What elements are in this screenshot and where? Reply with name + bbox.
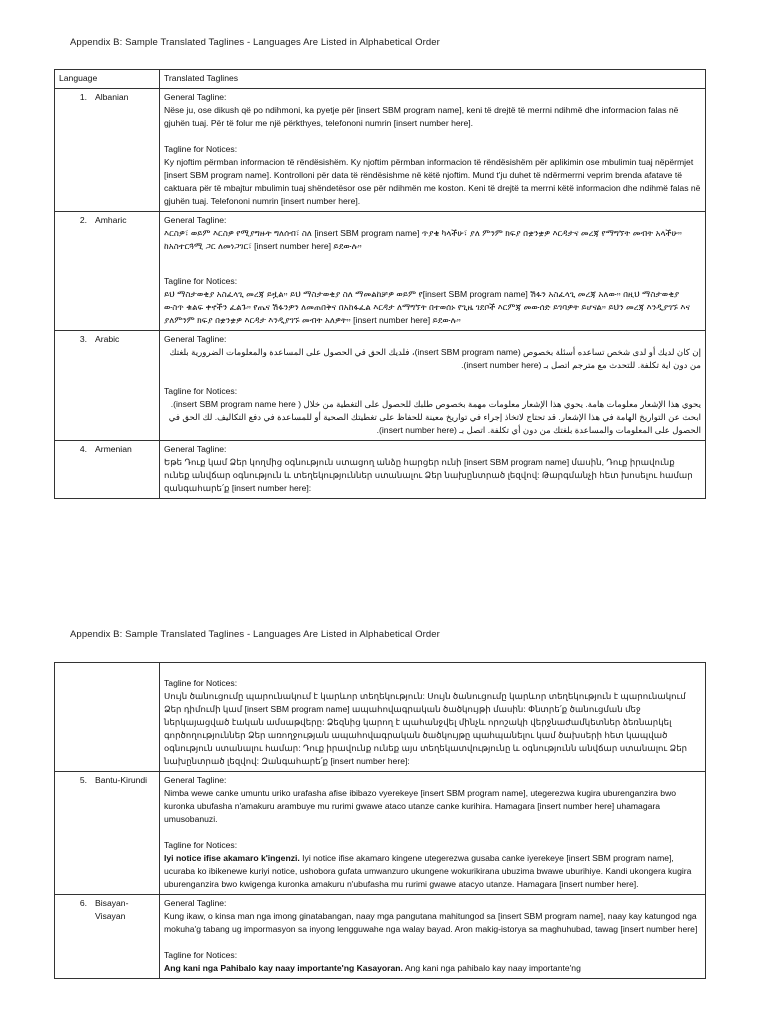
page-heading: Appendix B: Sample Translated Taglines - Languages Are Listed in Alphabetical Order <box>70 37 440 48</box>
table-row <box>55 441 706 499</box>
notices-tagline-text <box>164 962 701 975</box>
general-tagline-label: General Tagline: <box>164 444 227 454</box>
general-tagline-label: General Tagline: <box>164 898 227 908</box>
general-tagline-label: General Tagline: <box>164 775 227 785</box>
language-name: Amharic <box>95 215 127 225</box>
taglines-cell <box>160 212 706 331</box>
general-tagline-text: እርስዎ፣ ወይም እርስዎ የሚያግዙት ግለሰብ፣ ስለ [insert SBM program name] ጥያቄ ካላችሁ፣ ያለ ምንም ክፍያ በቋንቋዎ እርዳታና መረጃ የማግኘት መብት አላችሁ። ከአስተርጓሚ ጋር ለመነጋገር፣ [insert number here] ይደውሉ። <box>164 228 682 251</box>
language-cell <box>55 895 160 979</box>
taglines-cell <box>160 895 706 979</box>
taglines-table-continued <box>54 662 706 979</box>
table-row <box>55 772 706 895</box>
language-cell <box>55 212 160 331</box>
table-row <box>55 89 706 212</box>
row-number: 6. <box>79 898 87 908</box>
notices-tagline-label: Tagline for Notices: <box>164 276 238 286</box>
page-heading: Appendix B: Sample Translated Taglines - Languages Are Listed in Alphabetical Order <box>70 629 440 640</box>
taglines-table <box>54 69 706 499</box>
notices-tagline-label: Tagline for Notices: <box>164 840 238 850</box>
notices-tagline-text: ይህ ማስታወቂያ አስፈላጊ መረጃ ይዟል። ይህ ማስታወቂያ ስለ ማመልከቻዎ ወይም የ[insert SBM program name] ሽፋን አስፈላጊ መረጃ አለው። በዚህ ማስታወቂያ ውስጥ ቁልፍ ቀኖችን ፈልጉ። የጤና ሽፋንዎን ለመጠበቅና በአከፋፈል እርዳታ ለማግኘት በተወሰኑ የጊዜ ገደቦች እርምጃ መውሰድ ይገባዎት ይሆናል። ይህን መረጃ እንዲያገኙ እና ያለምንም ክፍያ በቋንቋዎ እርዳታ እንዲያገኙ መብት አለዎት። [insert number here] ይደውሉ። <box>164 289 691 325</box>
notices-tagline-text: يحوي هذا الإشعار معلومات هامة. يحوي هذا الإشعار معلومات مهمة بخصوص طلبك للحصول على التغطية من خلال ( insert SBM program name here). ابحث عن التواريخ الهامة في هذا الإشعار. قد تحتاج لاتخاذ إجراء في تواريخ معينة للحفاظ على تغطيتك الصحية أو للمساعدة في دفع التكاليف. لك الحق في الحصول على المعلومات والمساعدة بلغتك من دون أي تكلفة. اتصل بـ (insert number here). <box>168 399 701 435</box>
language-name: Arabic <box>95 334 120 344</box>
taglines-cell <box>160 89 706 212</box>
row-number: 2. <box>79 215 87 225</box>
row-number: 3. <box>79 334 87 344</box>
notices-tagline-label: Tagline for Notices: <box>164 144 238 154</box>
taglines-cell <box>160 441 706 499</box>
notices-body: Ang kani nga pahibalo kay naay importante'ng <box>402 963 581 973</box>
general-tagline-label: General Tagline: <box>164 92 227 102</box>
notices-body: Iyi notice ifise akamaro kingene utegerezwa gusaba canke iyerekeye [insert SBM program name], ucuraba ko ibikenewe kuriyi notice, ushobora gufata umwanzuro ukungene wokurikirana ubuzima bwawe uburihiye. Kandi ukongera kugira uburenganzira bwo kwigenga kuronka amakuru n'ubufasha mu rurimi gwawe atacyo utanze. Hamagara [insert number here]. <box>164 853 692 889</box>
general-tagline-text: Kung ikaw, o kinsa man nga imong ginatabangan, naay mga pangutana mahitungod sa [insert SBM program name], naay kay katungod nga mokuha'g tabang ug impormasyon sa inyong lengguwahe nga walay bayad. Aron makig-istorya sa maghuhubad, tawag [insert number here] <box>164 911 698 934</box>
row-number: 4. <box>79 444 87 454</box>
taglines-cell <box>160 331 706 441</box>
notices-tagline-label: Tagline for Notices: <box>164 950 238 960</box>
taglines-cell <box>160 663 706 772</box>
language-cell-empty <box>55 663 160 772</box>
table-row <box>55 663 706 772</box>
language-cell <box>55 441 160 499</box>
general-tagline-text: Nimba wewe canke umuntu uriko urafasha afise ibibazo vyerekeye [insert SBM program name], utegerezwa kugira uburenganzira bwo kuronka ubufasha n'amakuru arambuye mu rurimi gwawe ataco utanze canke kurihira. Hamagara [insert number here] uhamagara umusobanuzi. <box>164 788 677 824</box>
language-name: Bisayan-Visayan <box>95 898 129 921</box>
language-name: Armenian <box>95 444 132 454</box>
general-tagline-text: Եթե Դուք կամ Ձեր կողմից օգնություն ստացող անձը հարցեր ունի [insert SBM program name] մասին, Դուք իրավունք ունեք անվճար օգնություն և տեղեկություններ ստանալու Ձեր նախընտրած լեզվով: Թարգմանչի հետ խոսելու համար զանգահարե՛ք [insert number here]: <box>164 457 693 493</box>
general-tagline-label: General Tagline: <box>164 215 227 225</box>
table-row <box>55 212 706 331</box>
notices-tagline-text: Սույն ծանուցումը պարունակում է կարևոր տեղեկություն: Սույն ծանուցումը կարևոր տեղեկություն է պարունակում Ձեր դիմումի կամ [insert SBM program name] ապահովագրական ծածկույթի մասին: Փնտրե՛ք ծանուցման մեջ ներկայացված էական ամսաթվերը: Ձեզնից կարող է պահանջվել մինչև որոշակի վերջնաժամկետներ ձեռնարկել գործողություններ Ձեր առողջության ապահովագրական ծածկույթը պահպանելու կամ ծախսերի հետ կապված օգնություն ստանալու համար: Դուք իրավունք ունեք այս տեղեկատվությունը և օգնությունն անվճար ստանալու Ձեր նախընտրած լեզվով: Զանգահարե՛ք [insert number here]: <box>164 691 688 766</box>
notices-lead-sentence: Iyi notice ifise akamaro k'ingenzi. <box>164 853 300 863</box>
language-name: Bantu-Kirundi <box>95 775 148 785</box>
language-name: Albanian <box>95 92 129 102</box>
notices-lead-sentence: Ang kani nga Pahibalo kay naay importante'ng Kasayoran. <box>164 963 403 973</box>
taglines-column-header: Translated Taglines <box>160 70 706 89</box>
table-row <box>55 331 706 441</box>
general-tagline-text: Nëse ju, ose dikush që po ndihmoni, ka pyetje për [insert SBM program name], keni të drejtë të merrni ndihmë dhe informacion falas në gjuhën tuaj. Për të folur me një përkthyes, telefononi numrin [insert number here]. <box>164 105 679 128</box>
notices-tagline-text: Ky njoftim përmban informacion të rëndësishëm. Ky njoftim përmban informacion të rëndësishëm për aplikimin ose mbulimin tuaj nëpërmjet [insert SBM program name]. Kontrolloni për data të rëndësishme në këtë njoftim. Mund t'ju duhet të ndërmerrni veprim brenda afatave të caktuara për të mbajtur mbulimin tuaj shëndetësor ose për ndihmën me koston. Keni të drejtë ta merrni këtë informacion dhe ndihmë falas në gjuhën tuaj. Telefononi numrin [insert number here]. <box>164 157 701 206</box>
language-cell <box>55 89 160 212</box>
row-number: 5. <box>79 775 87 785</box>
notices-tagline-text <box>164 852 701 891</box>
language-cell <box>55 772 160 895</box>
notices-tagline-label: Tagline for Notices: <box>164 678 238 688</box>
table-row <box>55 895 706 979</box>
notices-tagline-label: Tagline for Notices: <box>164 386 238 396</box>
language-cell <box>55 331 160 441</box>
general-tagline-text: إن كان لديك أو لدى شخص تساعده أسئلة بخصوص (insert SBM program name)، فلديك الحق في الحصول على المساعدة والمعلومات الضرورية بلغتك من دون اية تكلفة. للتحدث مع مترجم اتصل بـ (insert number here). <box>169 347 701 370</box>
taglines-cell <box>160 772 706 895</box>
general-tagline-label: General Tagline: <box>164 334 227 344</box>
table-header-row <box>55 70 706 89</box>
row-number: 1. <box>79 92 87 102</box>
language-column-header: Language <box>55 70 160 89</box>
